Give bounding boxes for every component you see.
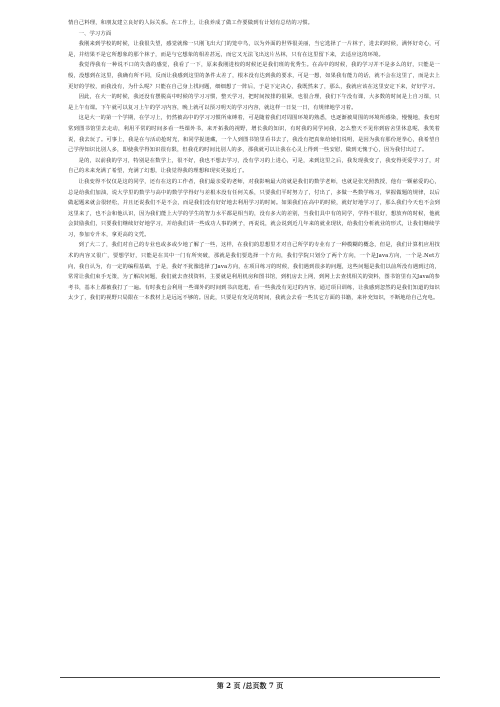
footer-divider [60,677,440,678]
paragraph: 我觉得我有一种说不口的失落的感觉，我看了一下，原来我刚进校的时候还是我们班的优秀生。在高中的时候，我的学习并不是多么的好，只能是一般，没想到在这里，我确有所不同，反而让我感到这里的条件太差了，根本没有达到我的要求，可是一想，如果我有能力的话，就不会在这里了，而是去上更好的学校，而我没有，为什么呢？只能在自己身上找问题，细细想了一阵后，于是下定决心，我既然来了，那么，我就应该在这里安定下来，好好学习。 [68,62,440,90]
paragraph: 情自己料理，和朋友建立良好的人际关系。在工作上，让我养成了做工作要做到有计划有总结的习惯。 [68,20,314,26]
paragraph: 到了大二了，我们对自己的专业也或多或少地了解了一些，这样，在我们的思想里才对自己所学的专业有了一种模糊的概念，但是，我们计算机应用技术的内容又很广，要想学好，只能是在其中一门有所突破，那就是我们要选择一个方向，我们学院只划分了两个方向，一个是Java方向，一个是.Net方向，我自认为，有一定的编程基础，于是，我好不犹豫选择了Java方向，在项目练习的时候，我们遇到很多的问题，这些问题是我们以前所没有遇到过的，常常让我们束手无策，为了解决问题，我们就去查找资料，主要就是利用机房和图书馆，到机房去上网，到网上去查找相关的资料，图书馆里有关Java的参考书，基本上都被我打了一遍。有时我也会利用一些课外的时间到书店逛逛，看一些我没有见过的内容，通过项目训练，让我感到忽然的是我们知道的知识太少了，我们的视野只局限在一本教材上是远远不够的。因此，只要是有充足的时间，我就会去看一些其它方面的书籍，来补充知识，不断地给自己充电。 [68,242,440,302]
paragraph: 这是大一的第一个学期，在学习上，仍然被高中的学习习惯所束缚着，可是随着我们对周围环境的熟悉，也逐渐被周围的环境所感染，慢慢地，我也时常到图书馆里去走动，利用平常的时间多看一些课外书，来开拓我的视野，增长我的知识，有时我的同学问我，怎么整天不见你到宿舍里休息呢，我笑着说，我去玩了。可事上，我是在与活动抢时光，和同学捉迷藏，一个人到图书馆里看书去了，我没有把真象给她们说明，是因为我有那份逆拳心，我希望自己学得知识比别人多，即使我学得知识很有限，但我花的时间比别人的多，那我就可以让我在心灵上得到一些安慰，做到无愧于心，因为我付出过了。 [68,115,440,154]
section-heading: 一、学习方面 [78,30,112,37]
paragraph: 我刚来到学校的时候，让我很失望，感觉就像一只刚飞出大门的笼中鸟，以为外面的世界很美丽，当它选择了一片林子，进去的时候，满怀好奇心，可是，并结果不是它所想象的那个林子，而是与它想象的相差甚远，而它又无法飞出这片丛林，只有在这里留下来，去适应这的环境。 [68,41,440,58]
page-footer: 第 2 页 /总页数 7 页 [216,681,284,690]
body-text [68,18,440,304]
paragraph: 让我变得不仅仅是这的同学，还有在这的工作者，我们最亲爱的老师，对我影响最大的就是我们的数学老师，也就是张光照教授，他有一颗慈爱的心，总是给我们加油，说大学里的数学与高中的数学学得好与差根本没有任何关系，只要我们平时努力了，付出了，多做一些数学练习，掌握做题的规律，以后做起题来就会很轻松，并且还说我们不是不会，而是我们没有好好地去利用学习的时间。如果我们在高中的时候，就好好地学习了，那么我们今天也不会到这里来了，也不会和他认识，因为我们能上大学的学生的智力水平都是相当的，没有多大的差别，当我们具中有的同学，学得不很好，想放弃的时候，他就会鼓励我们，只要我们继续好好地学习，并给我们讲一些成功人事的例子，再说说，就会说到近几年来的就业现状，给我们分析就业的形式，让我们继续学习，参加专升本，拿更高的文凭。 [68,178,440,238]
paragraph: 是的，以前我的学习，特别是在数学上，很不好，我也不想去学习，没有学习的上进心，可是，来到这里之后，我发现我变了，我变得更爱学习了，对自己的未来充满了希望，充满了幻想，让我觉得我的理想和现实更接近了。 [68,157,440,175]
paragraph: 因此，在大一的时候，我还没有摆脱高中时候的学习习惯，整天学习，把时间按排的很紧，也很合理，我们下午没有课，大多数的时间是上自习课，只是上午有课。下午就可以复习上午的学习内容，晚上就可以预习明天的学习内容，就这样一日复一日，有规律地学习着。 [68,94,440,111]
